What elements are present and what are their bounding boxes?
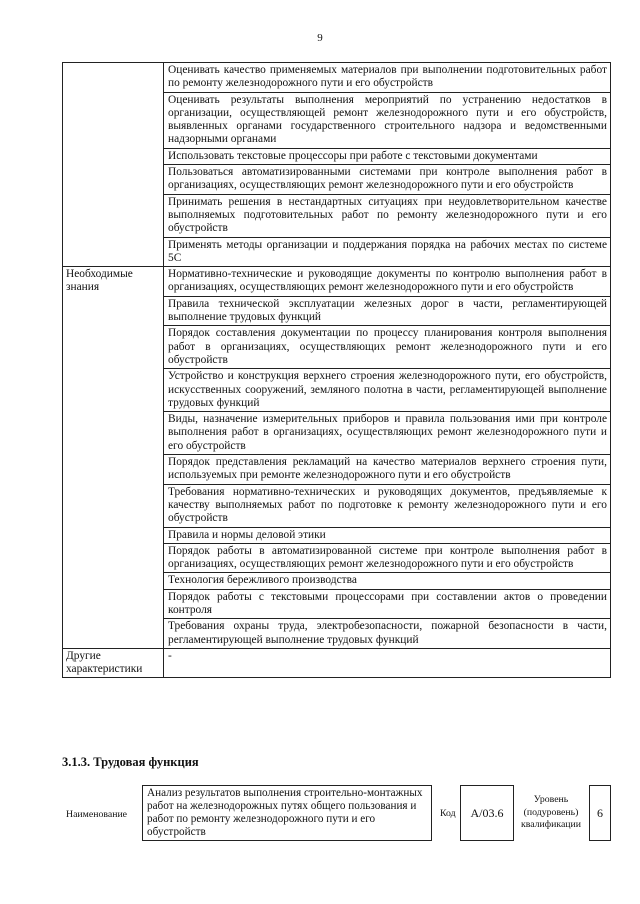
section-title: 3.1.3. Трудовая функция bbox=[62, 755, 199, 769]
function-code-box: A/03.6 bbox=[460, 785, 514, 841]
table-row bbox=[63, 267, 611, 297]
row-group-label: Необходимые знания bbox=[63, 267, 164, 649]
table-row bbox=[63, 63, 611, 93]
qualification-level-label: Уровень (подуровень) квалификации bbox=[520, 794, 582, 830]
requirement-text: Порядок представления рекламаций на качество материалов верхнего строения пути, используемых при ремонте железнодорожного пути и его обустройств bbox=[164, 455, 611, 485]
requirement-text: - bbox=[164, 648, 611, 678]
requirement-text: Порядок работы с текстовыми процессорами при составлении актов о проведении контроля bbox=[164, 589, 611, 619]
requirement-text: Оценивать результаты выполнения мероприятий по устранению недостатков в организации, осуществляющей ремонт железнодорожного пути и его обустройств, выявленных органами государственного строительного надзора и ведомственными надзорными органами bbox=[164, 92, 611, 148]
requirement-text: Применять методы организации и поддержания порядка на рабочих местах по системе 5С bbox=[164, 237, 611, 267]
labor-function-header bbox=[62, 785, 611, 845]
requirement-text: Использовать текстовые процессоры при работе с текстовыми документами bbox=[164, 148, 611, 164]
requirement-text: Требования охраны труда, электробезопасности, пожарной безопасности в части, регламентирующей выполнение трудовых функций bbox=[164, 619, 611, 649]
requirement-text: Порядок составления документации по процессу планирования контроля выполнения работ в организациях, осуществляющих ремонт железнодорожного пути и его обустройств bbox=[164, 326, 611, 369]
requirement-text: Нормативно-технические и руководящие документы по контролю выполнения работ в организациях, осуществляющих ремонт железнодорожного пути и его обустройств bbox=[164, 267, 611, 297]
table-row bbox=[63, 648, 611, 678]
requirement-text: Устройство и конструкция верхнего строения железнодорожного пути, его обустройств, искусственных сооружений, земляного полотна в части, регламентирующей выполнение трудовых функций bbox=[164, 369, 611, 412]
requirement-text: Оценивать качество применяемых материалов при выполнении подготовительных работ по ремонту железнодорожного пути и его обустройств bbox=[164, 63, 611, 93]
requirements-table bbox=[62, 62, 611, 678]
row-group-label bbox=[63, 63, 164, 267]
function-name-box: Анализ результатов выполнения строительно-монтажных работ на железнодорожных путях общего пользования и работ по ремонту железнодорожного пути и его обустройств bbox=[142, 785, 432, 841]
requirement-text: Правила технической эксплуатации железных дорог в части, регламентирующей выполнение трудовых функций bbox=[164, 296, 611, 326]
row-group-label: Другие характеристики bbox=[63, 648, 164, 678]
requirement-text: Пользоваться автоматизированными системами при контроле выполнения работ в организациях, осуществляющих ремонт железнодорожного пути и его обустройств bbox=[164, 165, 611, 195]
requirement-text: Виды, назначение измерительных приборов и правила пользования ими при контроле выполнения работ в организациях, осуществляющих ремонт железнодорожного пути и его обустройств bbox=[164, 412, 611, 455]
code-label: Код bbox=[440, 808, 456, 819]
requirement-text: Технология бережливого производства bbox=[164, 573, 611, 589]
requirement-text: Требования нормативно-технических и руководящих документов, предъявляемые к качеству выполняемых работ по подготовке к ремонту железнодорожного пути и его обустройств bbox=[164, 484, 611, 527]
page-number: 9 bbox=[317, 32, 323, 44]
requirement-text: Правила и нормы деловой этики bbox=[164, 527, 611, 543]
qualification-level-box: 6 bbox=[589, 785, 611, 841]
requirement-text: Порядок работы в автоматизированной системе при контроле выполнения работ в организациях, осуществляющих ремонт железнодорожного пути и его обустройств bbox=[164, 543, 611, 573]
requirement-text: Принимать решения в нестандартных ситуациях при неудовлетворительном качестве выполняемых подготовительных работ по ремонту железнодорожного пути и его обустройств bbox=[164, 194, 611, 237]
name-label: Наименование bbox=[66, 809, 128, 820]
requirements-table-body bbox=[63, 63, 611, 678]
